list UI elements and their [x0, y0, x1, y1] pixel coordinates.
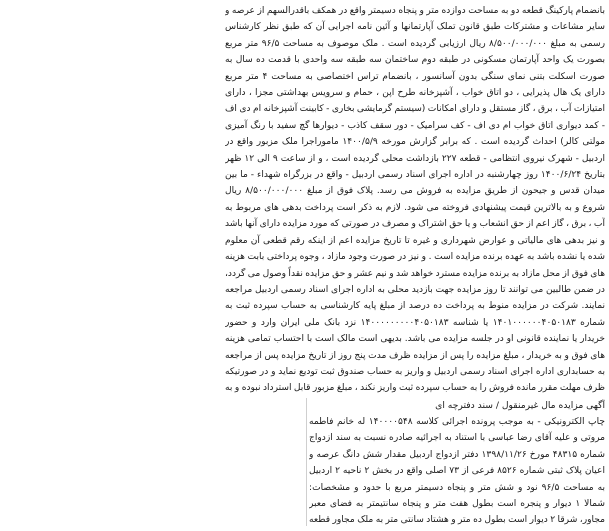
column-divider [306, 398, 307, 526]
second-notice-title: آگهی مزایده مال غیرمنقول / سند دفترچه ای [435, 400, 605, 411]
notice-continuation-text: بانضمام پارکینگ قطعه دو به مساحت دوازده متر و پنجاه دسیمتر واقع در همکف باقدرالسهم از عرصه و سایر مشاعات و مشترکات طبق قانون تملک آپارتمانها و آئین نامه اجرایی آن که طبق نظر کارشناس رسمی به مبلغ ۸/۵۰۰/۰۰۰/۰۰۰ ریال ارزیابی گردیده است . ملک موصوف به مساحت ۹۶/۵ متر مربع بصورت یک واحد آپارتمان مسکونی در طبقه دوم ساختمان سه طبقه سه واحدی با قدمت ده سال به صورت اسکلت بتنی نمای سنگی بدون آسانسور ، بانضمام تراس اختصاصی به مساحت ۴ متر مربع دارای یک هال پذیرایی ، دو اتاق خواب ، آشپزخانه طرح اپن ، حمام و سرویس بهداشتی مجزا ، دارای امتیازات آب ، برق ، گاز مستقل و دارای امکانات (سیستم گرمایشی بخاری - کابینت آشپزخانه ام دی اف - کمد دیواری اتاق خواب ام دی اف - کف سرامیک - دور سقف کاذب - دیوارها گچ سفید با رنگ آمیزی مولتی کالر) احداث گردیده است . که برابر گزارش مورخه ۱۴۰۰/۵/۹ ماموراجرا ملک مزبور واقع در اردبیل - شهرک نیروی انتظامی - قطعه ۲۲۷ بازداشت محلی گردیده است ، و از ساعت ۹ الی ۱۲ ظهر بتاریخ ۱۴۰۰/۶/۲۴ روز چهارشنبه در اداره اجرای اسناد رسمی اردبیل - واقع در بزرگراه شهداء - ما بین میدان قدس و جیحون از طریق مزایده به فروش می رسد. پلاک فوق از مبلغ ۸/۵۰۰/۰۰۰/۰۰۰ ریال شروع و به بالاترین قیمت پیشنهادی فروخته می شود. لازم به ذکر است پرداخت بدهی های مربوط به آب ، برق ، گاز اعم از حق انشعاب و یا حق اشتراک و مصرف در صورتی که مورد مزایده دارای آنها باشد و نیز بدهی های مالیاتی و عوارض شهرداری و غیره تا تاریخ مزایده اعم از اینکه رقم قطعی آن معلوم شده یا نشده باشد به عهده برنده مزایده است . و نیز در صورت وجود مازاد ، وجوه پرداختی بابت هزینه های فوق از محل مازاد به برنده مزایده مسترد خواهد شد و نیم عشر و حق مزایده نقداً وصول می گردد، در ضمن طالبین می توانند تا روز مزایده جهت بازدید محلی به اداره اجرای اسناد رسمی اردبیل مراجعه نمایند. شرکت در مزایده منوط به پرداخت ده درصد از مبلغ پایه کارشناسی به حساب سپرده ثبت به شماره ۱۴۰۱۰۰۰۰۰۰۴۰۵۰۱۸۳ یا شناسه ۱۴۰۰۰۰۰۰۰۰۰۴۰۵۰۱۸۳ نزد بانک ملی ایران وارد و حضور خریدار یا نماینده قانونی او در جلسه مزایده می باشد. بدیهی است مالک است با احتساب تمامی هزینه های فوق و به خریدار ، مبلغ مزایده را پس از مزایده ظرف مدت پنج روز از تاریخ مزایده پس از مراجعه به حسابداری اداره اجرای اسناد رسمی اردبیل و واریز به حساب صندوق ثبت تودیع نماید و در صورتیکه ظرف مهلت مقرر مانده فروش را به حساب سپرده ثبت واریز نکند ، مبلغ مزبور قابل استرداد نبوده و به [225, 6, 605, 394]
blank-column [4, 398, 307, 528]
second-notice-text: چاپ الکترونیکی - به موجب پرونده اجرائی کلاسه ۱۴۰۰۰۰۵۴۸ له خانم فاطمه مروتی و علیه آقای رضا عباسی با استناد به اجرائیه صادره نسبت به سند ازدواج شماره ۴۸۳۱۵ مورخ ۱۳۹۸/۱۱/۲۶ دفتر ازدواج اردبیل مقدار شش دانگ عرصه و اعیان پلاک ثبتی شماره ۸۵۲۶ فرعی از ۷۳ اصلی واقع در بخش ۲ ناحیه ۲ اردبیل به مساحت ۹۶/۵ نود و شش متر و پنجاه دسیمتر مربع با حدود و مشخصات: شمالا ۱ دیوار و پنجره است بطول هفت متر و پنجاه سانتیمتر به فضای معبر مجاور، شرقا ۲ دیوار است بطول ده متر و هشتاد سانتی متر به ملک مجاور قطعه [309, 417, 605, 526]
notice-continuation-column [225, 3, 605, 397]
second-notice-column [309, 398, 605, 528]
